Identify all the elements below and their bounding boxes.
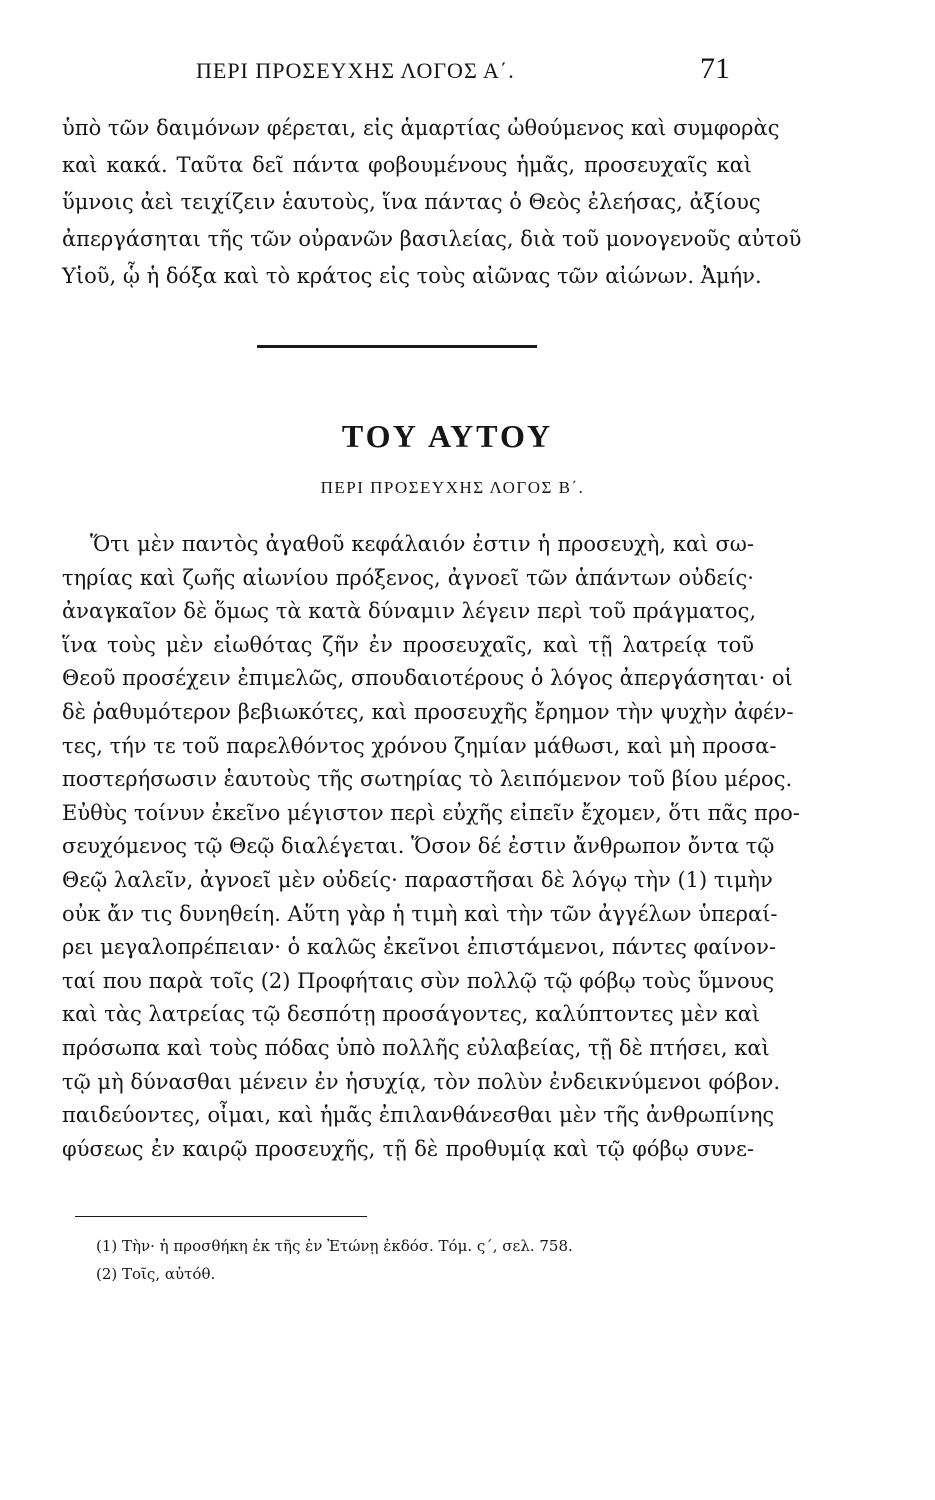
text-line: ταί που παρὰ τοῖς (2) Προφήταις σὺν πολλῷ τῷ φόβῳ τοὺς ὕμνους bbox=[62, 968, 775, 993]
text-line: δὲ ῥαθυμότερον βεβιωκότες, καὶ προσευχῆς ἔρημον τὴν ψυχὴν ἀφέν- bbox=[62, 699, 794, 724]
text-line: παιδεύοντες, οἶμαι, καὶ ἡμᾶς ἐπιλανθάνεσθαι μὲν τῆς ἀνθρωπίνης bbox=[62, 1103, 775, 1128]
text-line: φύσεως ἐν καιρῷ προσευχῆς, τῇ δὲ προθυμίᾳ καὶ τῷ φόβῳ συνε- bbox=[62, 1136, 754, 1161]
text-line: Υἱοῦ, ᾧ ἡ δόξα καὶ τὸ κράτος εἰς τοὺς αἰῶνας τῶν αἰώνων. Ἀμήν. bbox=[62, 264, 762, 288]
text-line: ποστερήσωσιν ἑαυτοὺς τῆς σωτηρίας τὸ λειπόμενον τοῦ βίου μέρος. bbox=[62, 767, 793, 792]
section-divider bbox=[257, 345, 537, 348]
section-title: ΤΟΥ ΑΥΤΟΥ bbox=[341, 418, 554, 454]
text-line: οὐκ ἄν τις δυνηθείη. Αὕτη γὰρ ἡ τιμὴ καὶ τὴν τῶν ἀγγέλων ὑπεραί- bbox=[62, 901, 778, 926]
section-subtitle: ΠΕΡΙ ΠΡΟΣΕΥΧΗΣ ΛΟΓΟΣ Β΄. bbox=[320, 478, 585, 497]
text-line: ὑπὸ τῶν δαιμόνων φέρεται, εἰς ἁμαρτίας ὠθούμενος καὶ συμφορὰς bbox=[62, 116, 780, 140]
closing-paragraph bbox=[62, 110, 802, 295]
text-line: ρει μεγαλοπρέπειαν· ὁ καλῶς ἐκεῖνοι ἐπιστάμενοι, πάντες φαίνον- bbox=[62, 935, 776, 960]
text-line: ἀπεργάσηται τῆς τῶν οὐρανῶν βασιλείας, διὰ τοῦ μονογενοῦς αὐτοῦ bbox=[62, 227, 802, 251]
text-line: καὶ κακά. Ταῦτα δεῖ πάντα φοβουμένους ἡμᾶς, προσευχαῖς καὶ bbox=[62, 153, 752, 177]
footnote-1: (1) Τὴν· ἡ προσθήκη ἐκ τῆς ἐν Ἐτώνῃ ἐκδόσ. Τόμ. ς΄, σελ. 758. bbox=[96, 1237, 573, 1255]
footnote-divider bbox=[75, 1216, 367, 1217]
text-line: ὕμνοις ἀεὶ τειχίζειν ἑαυτοὺς, ἵνα πάντας ὁ Θεὸς ἐλεήσας, ἀξίους bbox=[62, 190, 761, 214]
text-line: τῷ μὴ δύνασθαι μένειν ἐν ἡσυχίᾳ, τὸν πολὺν ἐνδεικνύμενοι φόβον. bbox=[62, 1069, 781, 1094]
text-line: Εὐθὺς τοίνυν ἐκεῖνο μέγιστον περὶ εὐχῆς εἰπεῖν ἔχομεν, ὅτι πᾶς προ- bbox=[62, 800, 800, 825]
footnotes bbox=[96, 1232, 716, 1288]
text-line: καὶ τὰς λατρείας τῷ δεσπότῃ προσάγοντες, καλύπτοντες μὲν καὶ bbox=[62, 1002, 761, 1027]
text-line: Ὅτι μὲν παντὸς ἀγαθοῦ κεφάλαιόν ἐστιν ἡ προσευχὴ, καὶ σω- bbox=[90, 532, 754, 556]
text-line: ἵνα τοὺς μὲν εἰωθότας ζῆν ἐν προσευχαῖς, καὶ τῇ λατρείᾳ τοῦ bbox=[62, 632, 754, 657]
body-paragraph bbox=[62, 528, 800, 1166]
page-number: 71 bbox=[700, 52, 730, 85]
running-head: ΠΕΡΙ ΠΡΟΣΕΥΧΗΣ ΛΟΓΟΣ Α΄. bbox=[196, 58, 515, 83]
text-line: ἀναγκαῖον δὲ ὅμως τὰ κατὰ δύναμιν λέγειν περὶ τοῦ πράγματος, bbox=[62, 599, 757, 624]
text-line: Θεοῦ προσέχειν ἐπιμελῶς, σπουδαιοτέρους ὁ λόγος ἀπεργάσηται· οἱ bbox=[62, 666, 793, 691]
footnote-2: (2) Τοῖς, αὐτόθ. bbox=[96, 1265, 216, 1283]
text-line: τες, τήν τε τοῦ παρελθόντος χρόνου ζημίαν μάθωσι, καὶ μὴ προσα- bbox=[62, 733, 777, 758]
text-line: τηρίας καὶ ζωῆς αἰωνίου πρόξενος, ἀγνοεῖ τῶν ἁπάντων οὐδείς· bbox=[62, 565, 754, 590]
text-line: πρόσωπα καὶ τοὺς πόδας ὑπὸ πολλῆς εὐλαβείας, τῇ δὲ πτήσει, καὶ bbox=[62, 1035, 770, 1060]
text-line: Θεῷ λαλεῖν, ἀγνοεῖ μὲν οὐδείς· παραστῆσαι δὲ λόγῳ τὴν (1) τιμὴν bbox=[62, 867, 773, 892]
text-line: σευχόμενος τῷ Θεῷ διαλέγεται. Ὅσον δέ ἐστιν ἄνθρωπον ὄντα τῷ bbox=[62, 834, 775, 859]
